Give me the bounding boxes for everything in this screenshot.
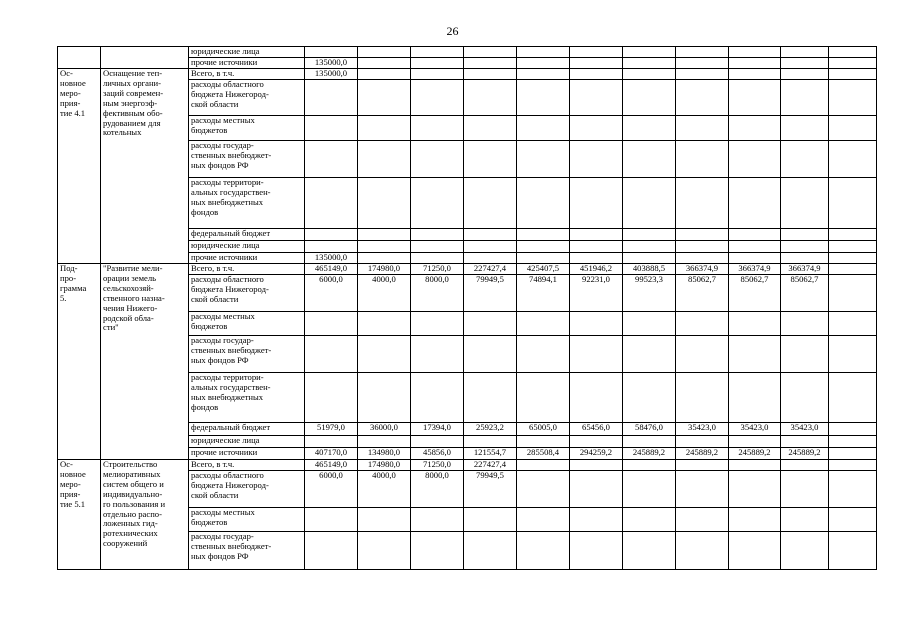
measure-description-cell: Оснащение теп- личных органи- заций современ- ным энергоэф- фективным обо- рудованием для котельных (101, 69, 189, 264)
value-cell (305, 116, 358, 141)
value-cell (781, 80, 829, 116)
value-cell (729, 373, 781, 423)
value-cell (464, 508, 517, 532)
value-cell (517, 436, 570, 448)
value-cell (464, 241, 517, 253)
value-cell (570, 471, 623, 508)
value-cell (623, 116, 676, 141)
funding-source-cell: расходы областного бюджета Нижегород- ской области (189, 471, 305, 508)
value-cell (570, 253, 623, 264)
value-cell (729, 532, 781, 570)
value-cell (570, 178, 623, 229)
value-cell (781, 460, 829, 471)
value-cell (411, 436, 464, 448)
value-cell: 366374,9 (729, 264, 781, 275)
value-cell (305, 336, 358, 373)
value-cell: 135000,0 (305, 58, 358, 69)
value-cell (464, 58, 517, 69)
value-cell: 407170,0 (305, 448, 358, 460)
value-cell (358, 508, 411, 532)
value-cell: 245889,2 (623, 448, 676, 460)
value-cell (623, 47, 676, 58)
value-cell (358, 141, 411, 178)
value-cell (358, 241, 411, 253)
value-cell (781, 471, 829, 508)
value-cell (829, 471, 877, 508)
value-cell: 85062,7 (781, 275, 829, 312)
value-cell (411, 47, 464, 58)
value-cell (517, 47, 570, 58)
value-cell (781, 47, 829, 58)
value-cell (829, 436, 877, 448)
value-cell: 35423,0 (676, 423, 729, 436)
value-cell: 294259,2 (570, 448, 623, 460)
value-cell (358, 58, 411, 69)
value-cell (829, 178, 877, 229)
value-cell: 366374,9 (781, 264, 829, 275)
value-cell (358, 312, 411, 336)
value-cell (305, 80, 358, 116)
value-cell (829, 229, 877, 241)
value-cell: 74894,1 (517, 275, 570, 312)
value-cell: 465149,0 (305, 264, 358, 275)
value-cell (676, 47, 729, 58)
value-cell (676, 141, 729, 178)
measure-name-cell: Ос- новное меро- прия- тие 5.1 (58, 460, 101, 570)
value-cell (570, 312, 623, 336)
value-cell: 403888,5 (623, 264, 676, 275)
budget-table (57, 46, 877, 570)
value-cell (411, 141, 464, 178)
value-cell: 35423,0 (729, 423, 781, 436)
value-cell (570, 460, 623, 471)
value-cell: 99523,3 (623, 275, 676, 312)
value-cell (411, 241, 464, 253)
funding-source-cell: расходы государ- ственных внебюджет- ных фондов РФ (189, 141, 305, 178)
value-cell: 227427,4 (464, 264, 517, 275)
value-cell (623, 141, 676, 178)
value-cell (623, 460, 676, 471)
table-row (58, 69, 877, 80)
value-cell (517, 336, 570, 373)
value-cell (676, 178, 729, 229)
value-cell (829, 47, 877, 58)
value-cell (676, 471, 729, 508)
value-cell: 134980,0 (358, 448, 411, 460)
value-cell (729, 116, 781, 141)
value-cell: 465149,0 (305, 460, 358, 471)
value-cell: 135000,0 (305, 69, 358, 80)
value-cell: 85062,7 (676, 275, 729, 312)
value-cell: 451946,2 (570, 264, 623, 275)
value-cell (517, 178, 570, 229)
value-cell (676, 229, 729, 241)
value-cell (781, 58, 829, 69)
value-cell (305, 241, 358, 253)
value-cell: 85062,7 (729, 275, 781, 312)
value-cell (305, 229, 358, 241)
value-cell: 174980,0 (358, 264, 411, 275)
funding-source-cell: расходы территори- альных государствен- ных внебюджетных фондов (189, 178, 305, 229)
measure-description-cell: Строительство мелиоративных систем общего и индивидуально- го пользования и отдельно распо- ложенных гид- ротехнических сооружений (101, 460, 189, 570)
value-cell (570, 229, 623, 241)
value-cell (676, 116, 729, 141)
value-cell: 92231,0 (570, 275, 623, 312)
value-cell (358, 80, 411, 116)
value-cell: 425407,5 (517, 264, 570, 275)
value-cell: 25923,2 (464, 423, 517, 436)
value-cell (623, 312, 676, 336)
value-cell: 4000,0 (358, 471, 411, 508)
value-cell (464, 312, 517, 336)
value-cell (464, 116, 517, 141)
value-cell (358, 178, 411, 229)
value-cell: 35423,0 (781, 423, 829, 436)
funding-source-cell: федеральный бюджет (189, 423, 305, 436)
value-cell (358, 336, 411, 373)
value-cell (464, 141, 517, 178)
value-cell (570, 116, 623, 141)
value-cell (829, 336, 877, 373)
value-cell (411, 253, 464, 264)
value-cell: 17394,0 (411, 423, 464, 436)
value-cell: 8000,0 (411, 471, 464, 508)
value-cell (829, 423, 877, 436)
value-cell: 6000,0 (305, 471, 358, 508)
value-cell: 71250,0 (411, 460, 464, 471)
value-cell (781, 436, 829, 448)
value-cell (829, 532, 877, 570)
value-cell (781, 532, 829, 570)
value-cell (517, 69, 570, 80)
value-cell (729, 229, 781, 241)
value-cell (358, 373, 411, 423)
value-cell (781, 141, 829, 178)
funding-source-cell: юридические лица (189, 436, 305, 448)
value-cell (623, 471, 676, 508)
value-cell (781, 253, 829, 264)
value-cell (358, 116, 411, 141)
value-cell (570, 508, 623, 532)
value-cell (305, 508, 358, 532)
value-cell (676, 508, 729, 532)
page-number: 26 (446, 24, 459, 38)
value-cell: 121554,7 (464, 448, 517, 460)
value-cell (729, 178, 781, 229)
value-cell (623, 508, 676, 532)
value-cell (411, 508, 464, 532)
value-cell (517, 471, 570, 508)
value-cell (358, 47, 411, 58)
funding-source-cell: прочие источники (189, 448, 305, 460)
value-cell (464, 178, 517, 229)
table-row (58, 264, 877, 275)
value-cell (829, 508, 877, 532)
value-cell (676, 532, 729, 570)
value-cell (729, 58, 781, 69)
value-cell (729, 80, 781, 116)
value-cell (305, 436, 358, 448)
value-cell (464, 47, 517, 58)
value-cell (623, 373, 676, 423)
value-cell (464, 229, 517, 241)
value-cell: 6000,0 (305, 275, 358, 312)
value-cell (829, 80, 877, 116)
value-cell: 58476,0 (623, 423, 676, 436)
value-cell (305, 312, 358, 336)
value-cell (570, 69, 623, 80)
value-cell (464, 253, 517, 264)
value-cell (358, 69, 411, 80)
value-cell (829, 69, 877, 80)
value-cell (570, 58, 623, 69)
value-cell (781, 241, 829, 253)
value-cell: 45856,0 (411, 448, 464, 460)
value-cell (517, 80, 570, 116)
value-cell (781, 116, 829, 141)
value-cell (676, 69, 729, 80)
value-cell (411, 229, 464, 241)
funding-source-cell: Всего, в т.ч. (189, 460, 305, 471)
value-cell (517, 229, 570, 241)
value-cell: 65005,0 (517, 423, 570, 436)
value-cell (829, 241, 877, 253)
value-cell (517, 141, 570, 178)
funding-source-cell: юридические лица (189, 47, 305, 58)
value-cell (729, 336, 781, 373)
value-cell (411, 58, 464, 69)
value-cell (570, 532, 623, 570)
value-cell (517, 460, 570, 471)
value-cell (829, 448, 877, 460)
value-cell: 79949,5 (464, 275, 517, 312)
value-cell: 227427,4 (464, 460, 517, 471)
value-cell (829, 116, 877, 141)
value-cell (517, 116, 570, 141)
measure-name-cell: Под- про- грамма 5. (58, 264, 101, 460)
value-cell (358, 436, 411, 448)
value-cell (517, 58, 570, 69)
value-cell (781, 373, 829, 423)
value-cell (358, 532, 411, 570)
value-cell (781, 312, 829, 336)
value-cell (305, 373, 358, 423)
value-cell (623, 532, 676, 570)
value-cell (623, 58, 676, 69)
value-cell: 245889,2 (729, 448, 781, 460)
value-cell (781, 178, 829, 229)
value-cell (305, 47, 358, 58)
value-cell (623, 241, 676, 253)
value-cell: 36000,0 (358, 423, 411, 436)
value-cell (517, 253, 570, 264)
value-cell (729, 253, 781, 264)
value-cell (729, 436, 781, 448)
value-cell (829, 460, 877, 471)
value-cell (729, 141, 781, 178)
funding-source-cell: федеральный бюджет (189, 229, 305, 241)
value-cell (676, 80, 729, 116)
value-cell (517, 373, 570, 423)
value-cell (829, 373, 877, 423)
value-cell (464, 532, 517, 570)
value-cell: 174980,0 (358, 460, 411, 471)
value-cell (570, 80, 623, 116)
value-cell (517, 532, 570, 570)
value-cell (570, 373, 623, 423)
value-cell: 51979,0 (305, 423, 358, 436)
value-cell (623, 229, 676, 241)
value-cell: 366374,9 (676, 264, 729, 275)
funding-source-cell: расходы местных бюджетов (189, 508, 305, 532)
value-cell (517, 241, 570, 253)
funding-source-cell: расходы территори- альных государствен- ных внебюджетных фондов (189, 373, 305, 423)
funding-source-cell: расходы государ- ственных внебюджет- ных фондов РФ (189, 532, 305, 570)
value-cell (829, 253, 877, 264)
value-cell (623, 336, 676, 373)
value-cell: 79949,5 (464, 471, 517, 508)
value-cell (411, 80, 464, 116)
value-cell (829, 275, 877, 312)
value-cell (676, 460, 729, 471)
value-cell (829, 141, 877, 178)
value-cell: 135000,0 (305, 253, 358, 264)
value-cell (729, 508, 781, 532)
value-cell (729, 241, 781, 253)
value-cell (729, 471, 781, 508)
value-cell (411, 532, 464, 570)
value-cell: 285508,4 (517, 448, 570, 460)
value-cell (570, 47, 623, 58)
value-cell (781, 336, 829, 373)
value-cell (570, 336, 623, 373)
funding-source-cell: расходы областного бюджета Нижегород- ской области (189, 80, 305, 116)
value-cell (676, 373, 729, 423)
funding-source-cell: прочие источники (189, 253, 305, 264)
value-cell (411, 336, 464, 373)
value-cell (623, 178, 676, 229)
value-cell (517, 508, 570, 532)
value-cell (305, 141, 358, 178)
value-cell (411, 312, 464, 336)
funding-source-cell: расходы государ- ственных внебюджет- ных фондов РФ (189, 336, 305, 373)
funding-source-cell: Всего, в т.ч. (189, 69, 305, 80)
measure-description-cell: "Развитие мели- орации земель сельскохозяй- ственного назна- чения Нижего- родской обла- сти" (101, 264, 189, 460)
value-cell (781, 508, 829, 532)
value-cell (623, 253, 676, 264)
value-cell (781, 229, 829, 241)
value-cell (829, 312, 877, 336)
value-cell (358, 229, 411, 241)
value-cell (729, 47, 781, 58)
value-cell: 245889,2 (781, 448, 829, 460)
value-cell (829, 264, 877, 275)
value-cell (676, 336, 729, 373)
value-cell (570, 241, 623, 253)
value-cell (570, 436, 623, 448)
value-cell (411, 116, 464, 141)
value-cell: 71250,0 (411, 264, 464, 275)
funding-source-cell: расходы местных бюджетов (189, 312, 305, 336)
value-cell (729, 69, 781, 80)
value-cell (464, 69, 517, 80)
funding-source-cell: юридические лица (189, 241, 305, 253)
value-cell (464, 373, 517, 423)
value-cell (411, 373, 464, 423)
value-cell (623, 436, 676, 448)
value-cell: 245889,2 (676, 448, 729, 460)
value-cell (411, 69, 464, 80)
table-row (58, 460, 877, 471)
value-cell (676, 241, 729, 253)
value-cell (829, 58, 877, 69)
value-cell (411, 178, 464, 229)
value-cell (464, 80, 517, 116)
value-cell: 8000,0 (411, 275, 464, 312)
funding-source-cell: расходы областного бюджета Нижегород- ской области (189, 275, 305, 312)
value-cell (464, 336, 517, 373)
funding-source-cell: прочие источники (189, 58, 305, 69)
value-cell (676, 253, 729, 264)
value-cell (729, 460, 781, 471)
measure-name-cell: Ос- новное меро- прия- тие 4.1 (58, 69, 101, 264)
value-cell (570, 141, 623, 178)
value-cell (676, 58, 729, 69)
funding-source-cell: Всего, в т.ч. (189, 264, 305, 275)
value-cell (517, 312, 570, 336)
value-cell (676, 436, 729, 448)
value-cell (623, 69, 676, 80)
value-cell (623, 80, 676, 116)
value-cell: 4000,0 (358, 275, 411, 312)
value-cell (781, 69, 829, 80)
value-cell (729, 312, 781, 336)
measure-description-cell (101, 47, 189, 69)
funding-source-cell: расходы местных бюджетов (189, 116, 305, 141)
table-row (58, 47, 877, 58)
value-cell (305, 178, 358, 229)
value-cell (676, 312, 729, 336)
value-cell: 65456,0 (570, 423, 623, 436)
measure-name-cell (58, 47, 101, 69)
value-cell (464, 436, 517, 448)
value-cell (358, 253, 411, 264)
value-cell (305, 532, 358, 570)
